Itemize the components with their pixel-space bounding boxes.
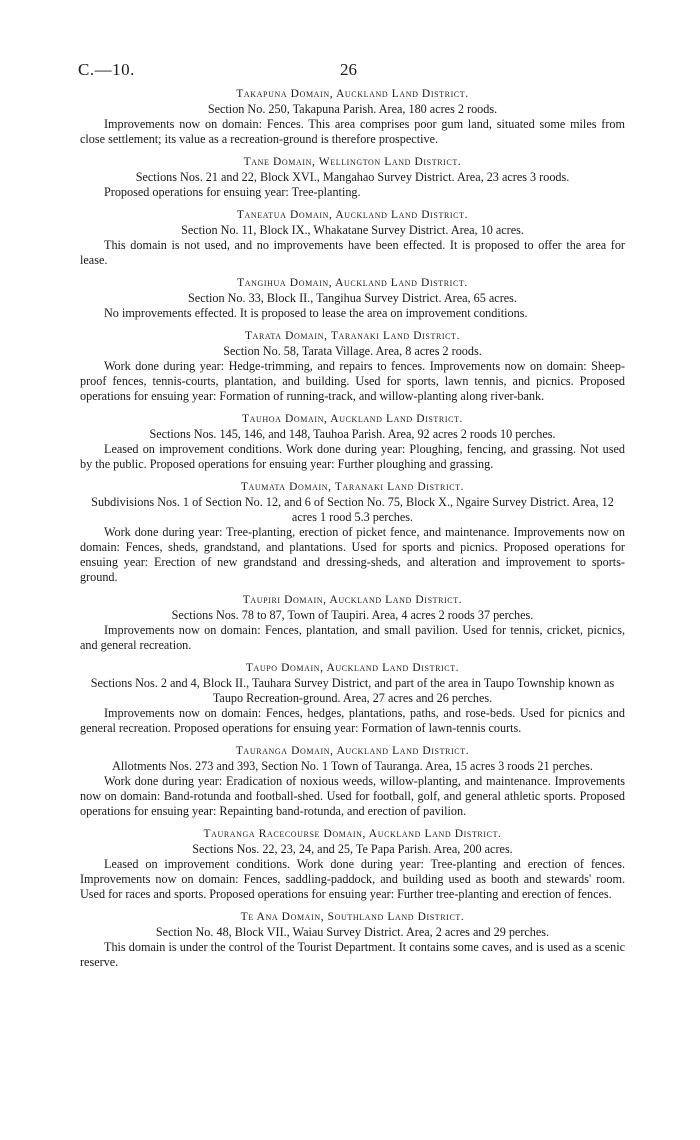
section-body: Leased on improvement conditions. Work done during year: Ploughing, fencing, and grassing. Not used by the public. Proposed operations for ensuing year: Further ploughing and grassing.	[80, 442, 625, 471]
domain-section	[80, 911, 625, 970]
section-subtitle: Sections Nos. 22, 23, 24, and 25, Te Papa Parish. Area, 200 acres.	[192, 842, 513, 856]
section-title: Taumata Domain, Taranaki Land District.	[240, 481, 465, 493]
section-body: Work done during year: Tree-planting, erection of picket fence, and maintenance. Improvements now on domain: Fences, sheds, grandstand, and plantations. Used for sports and picnics. Proposed operations for ensuing year: Erection of new grandstand and dressing-sheds, and alteration and improvement to sports-ground.	[80, 525, 625, 584]
domain-section	[80, 413, 625, 472]
section-title: Tauhoa Domain, Auckland Land District.	[241, 413, 464, 425]
section-body: This domain is not used, and no improvements have been effected. It is proposed to offer the area for lease.	[80, 238, 625, 267]
section-body: Work done during year: Eradication of noxious weeds, willow-planting, and maintenance. Improvements now on domain: Band-rotunda and football-shed. Used for football, golf, and general athletic sports. Proposed operations for ensuing year: Repainting band-rotunda, and erection of pavilion.	[80, 774, 625, 818]
section-title: Tane Domain, Wellington Land District.	[243, 156, 462, 168]
section-subtitle: Sections Nos. 145, 146, and 148, Tauhoa Parish. Area, 92 acres 2 roods 10 perches.	[149, 427, 556, 441]
domain-list	[80, 88, 625, 979]
domain-section	[80, 209, 625, 268]
domain-section	[80, 662, 625, 736]
section-subtitle: Sections Nos. 2 and 4, Block II., Tauhara Survey District, and part of the area in Taupo Township known as Taupo Recreation-ground. Area, 27 acres and 26 perches.	[90, 676, 615, 705]
section-subtitle: Section No. 58, Tarata Village. Area, 8 acres 2 roods.	[223, 344, 482, 358]
domain-section	[80, 330, 625, 404]
section-title: Tangihua Domain, Auckland Land District.	[237, 277, 468, 289]
section-title: Tauranga Racecourse Domain, Auckland Land District.	[203, 828, 502, 840]
domain-section	[80, 88, 625, 147]
section-subtitle: Section No. 33, Block II., Tangihua Survey District. Area, 65 acres.	[188, 291, 517, 305]
section-title: Taneatua Domain, Auckland Land District.	[236, 209, 469, 221]
domain-section	[80, 277, 625, 321]
section-title: Tarata Domain, Taranaki Land District.	[244, 330, 461, 342]
section-subtitle: Sections Nos. 78 to 87, Town of Taupiri. Area, 4 acres 2 roods 37 perches.	[171, 608, 534, 622]
document-reference: C.—10.	[78, 60, 135, 79]
section-subtitle: Section No. 250, Takapuna Parish. Area, 180 acres 2 roods.	[207, 102, 498, 116]
section-body: Improvements now on domain: Fences, hedges, plantations, paths, and rose-beds. Used for picnics and general recreation. Proposed operations for ensuing year: Formation of lawn-tennis courts.	[80, 706, 625, 735]
domain-section	[80, 745, 625, 819]
section-body: Work done during year: Hedge-trimming, and repairs to fences. Improvements now on domain: Sheep-proof fences, tennis-courts, plantation, and building. Used for sports, lawn tennis, and picnics. Proposed operations for ensuing year: Formation of running-track, and willow-planting along river-bank.	[80, 359, 625, 403]
section-title: Takapuna Domain, Auckland Land District.	[236, 88, 469, 100]
section-body: Improvements now on domain: Fences, plantation, and small pavilion. Used for tennis, cricket, picnics, and general recreation.	[80, 623, 625, 652]
domain-section	[80, 156, 625, 200]
section-title: Te Ana Domain, Southland Land District.	[240, 911, 465, 923]
section-body: Proposed operations for ensuing year: Tree-planting.	[104, 185, 361, 199]
section-title: Taupiri Domain, Auckland Land District.	[242, 594, 463, 606]
section-subtitle: Section No. 11, Block IX., Whakatane Survey District. Area, 10 acres.	[181, 223, 524, 237]
section-body: Improvements now on domain: Fences. This area comprises poor gum land, situated some miles from close settlement; its value as a recreation-ground is therefore prospective.	[80, 117, 625, 146]
page-number: 26	[340, 60, 357, 79]
section-title: Taupo Domain, Auckland Land District.	[245, 662, 460, 674]
section-title: Tauranga Domain, Auckland Land District.	[235, 745, 470, 757]
section-subtitle: Subdivisions Nos. 1 of Section No. 12, and 6 of Section No. 75, Block X., Ngaire Survey District. Area, 12 acres 1 rood 5.3 perches.	[91, 495, 614, 524]
page-header	[78, 60, 630, 82]
section-body: This domain is under the control of the Tourist Department. It contains some caves, and is used as a scenic reserve.	[80, 940, 625, 969]
section-subtitle: Section No. 48, Block VII., Waiau Survey District. Area, 2 acres and 29 perches.	[155, 925, 550, 939]
domain-section	[80, 828, 625, 902]
section-body: Leased on improvement conditions. Work done during year: Tree-planting and erection of fences. Improvements now on domain: Fences, saddling-paddock, and building used as booth and stewards' room. Used for races and sports. Proposed operations for ensuing year: Further tree-planting and erection of fences.	[80, 857, 625, 901]
domain-section	[80, 481, 625, 585]
domain-section	[80, 594, 625, 653]
section-subtitle: Sections Nos. 21 and 22, Block XVI., Mangahao Survey District. Area, 23 acres 3 roods.	[135, 170, 570, 184]
section-body: No improvements effected. It is proposed to lease the area on improvement conditions.	[104, 306, 528, 320]
section-subtitle: Allotments Nos. 273 and 393, Section No. 1 Town of Tauranga. Area, 15 acres 3 roods 21 perches.	[112, 759, 593, 773]
